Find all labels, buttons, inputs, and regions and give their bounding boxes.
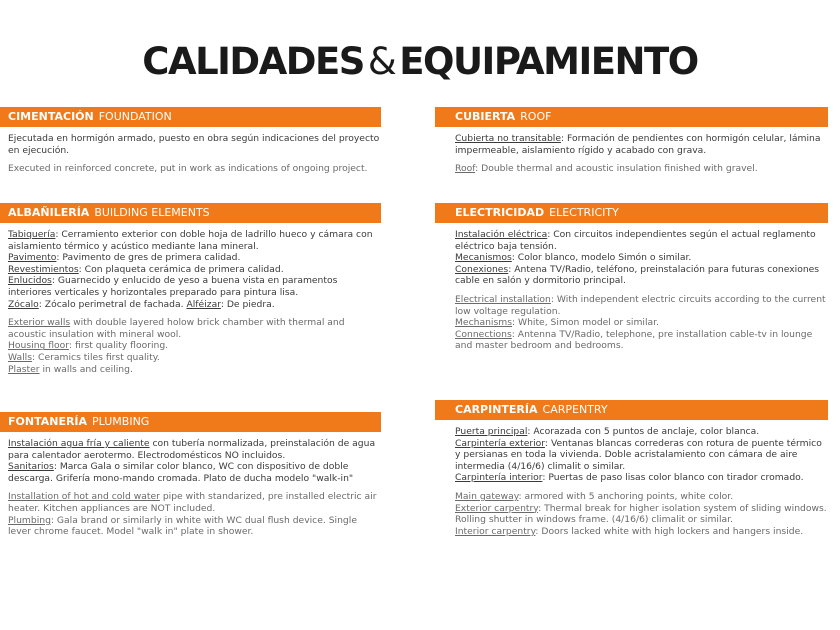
spec-term: Instalación agua fría y caliente — [8, 438, 150, 449]
spec-text: : Guarnecido y enlucido de yeso a buena vista en paramentos interiores verticales y horizontales preparado para pintura lisa. — [8, 275, 338, 298]
section-title-en: ROOF — [520, 110, 552, 123]
spec-text: : Pavimento de gres de primera calidad. — [56, 252, 241, 264]
spec-text: : Ceramics tiles first quality. — [32, 351, 160, 363]
spec-text: : Ventanas blancas correderas con rotura de puente térmico y persianas en toda la vivienda. Doble acristalamiento con cámara de aire intermedia (4/16/6) climalit o similar. — [455, 437, 822, 472]
spec-line — [8, 491, 381, 514]
spec-text: : Con plaqueta cerámica de primera calidad. — [78, 263, 284, 275]
spec-line — [455, 491, 828, 503]
section-title-es: ELECTRICIDAD — [455, 206, 545, 219]
spec-text: : Doors lacked white with high lockers and hangers inside. — [535, 525, 804, 537]
spec-line — [455, 472, 828, 484]
spanish-paragraph — [8, 133, 381, 156]
spec-text: with double layered holow brick chamber with thermal and acoustic insulation with mineral wool. — [8, 317, 345, 340]
section-carpentry — [435, 400, 828, 544]
section-body — [435, 223, 828, 352]
spec-text: : Zócalo perimetral de fachada. — [38, 298, 187, 310]
section-header — [435, 107, 828, 127]
spec-line — [455, 133, 828, 156]
spec-term: Mecanismos — [455, 252, 512, 264]
spec-text: : armored with 5 anchoring points, white color. — [518, 490, 734, 502]
section-header — [0, 203, 381, 223]
section-body — [435, 420, 828, 537]
spec-text: : Gala brand or similarly in white with WC dual flush device. Single lever chrome faucet. Model "walk in" plate in shower. — [8, 514, 357, 538]
spec-line — [8, 299, 381, 311]
spanish-paragraph — [455, 133, 828, 156]
spec-text: : first quality flooring. — [68, 340, 169, 352]
section-foundation — [0, 107, 381, 182]
spec-line — [8, 438, 381, 461]
spec-text: : Antena TV/Radio, teléfono, preinstalación para futuras conexiones cable en salón y dormitorio principal. — [455, 263, 820, 287]
section-title-en: PLUMBING — [92, 415, 150, 428]
spec-term: Installation of hot and cold water — [8, 491, 160, 503]
spec-line — [455, 526, 828, 538]
spanish-paragraph — [455, 426, 828, 484]
spec-term: Plaster — [8, 363, 40, 375]
spec-term: Revestimientos — [8, 263, 79, 275]
spec-line — [8, 364, 381, 376]
spec-line — [8, 515, 381, 538]
spec-term: Walls — [8, 351, 33, 363]
spec-line — [455, 163, 828, 175]
section-title-es: CIMENTACIÓN — [8, 110, 94, 123]
spec-term: Plumbing — [8, 514, 51, 526]
spec-text: : Thermal break for higher isolation system of sliding windows. Rolling shutter in windows frame. (4/16/6) climalit or similar. — [455, 502, 827, 526]
spec-term: Housing floor — [8, 340, 69, 352]
spec-term: Enlucidos — [8, 275, 52, 287]
english-paragraph — [455, 294, 828, 352]
section-title-en: BUILDING ELEMENTS — [94, 206, 210, 219]
spec-line — [8, 264, 381, 276]
spec-line — [8, 275, 381, 298]
section-title-en: CARPENTRY — [542, 403, 608, 416]
spec-line — [8, 317, 381, 340]
spec-line — [455, 229, 828, 252]
spec-line — [455, 264, 828, 287]
title-right: EQUIPAMIENTO — [399, 40, 698, 83]
spec-term: Carpintería interior — [455, 472, 543, 484]
spec-term: Roof — [455, 163, 476, 175]
spec-text: : Cerramiento exterior con doble hoja de ladrillo hueco y cámara con aislamiento térmico y acústico mediante lana mineral. — [8, 229, 373, 252]
section-electricity — [435, 203, 828, 359]
english-paragraph — [455, 163, 828, 175]
spec-line — [455, 503, 828, 526]
spec-line — [8, 352, 381, 364]
spec-term: Alféizar — [186, 298, 221, 310]
spec-line — [8, 340, 381, 352]
spanish-paragraph — [8, 229, 381, 310]
spec-term: Conexiones — [455, 263, 509, 275]
spec-text: con tubería normalizada, preinstalación de agua para calentador aerotermo. Electrodomésticos NO incluidos. — [8, 438, 376, 461]
section-plumbing — [0, 412, 381, 545]
spec-text: : De piedra. — [220, 298, 275, 310]
section-body — [0, 432, 381, 538]
spec-text: : White, Simon model or similar. — [511, 317, 659, 329]
section-roof — [435, 107, 828, 182]
spec-text: Ejecutada en hormigón armado, puesto en obra según indicaciones del proyecto en ejecución. — [8, 133, 380, 156]
spec-line — [455, 252, 828, 264]
spec-term: Main gateway — [455, 490, 519, 502]
spec-term: Connections — [455, 328, 512, 340]
spec-text: : Antenna TV/Radio, telephone, pre installation cable-tv in lounge and master bedroom and bedrooms. — [455, 328, 813, 352]
section-body — [0, 223, 381, 375]
section-building-elements — [0, 203, 381, 382]
spec-text: in walls and ceiling. — [39, 363, 133, 375]
section-body — [435, 127, 828, 175]
spec-term: Tabiquería — [8, 229, 56, 240]
spec-line — [455, 438, 828, 473]
spec-text: : With independent electric circuits according to the current low voltage regulation. — [455, 293, 826, 317]
section-body — [0, 127, 381, 175]
spec-term: Carpintería exterior — [455, 437, 545, 449]
section-header — [435, 203, 828, 223]
spec-text: : Puertas de paso lisas color blanco con tirador cromado. — [542, 472, 804, 484]
spec-term: Interior carpentry — [455, 525, 536, 537]
english-paragraph — [455, 491, 828, 537]
spec-term: Electrical installation — [455, 293, 551, 305]
section-header — [0, 412, 381, 432]
spec-text: : Acorazada con 5 puntos de anclaje, color blanca. — [527, 426, 760, 437]
spec-text: : Con circuitos independientes según el actual reglamento eléctrico baja tensión. — [455, 229, 816, 252]
section-header — [435, 400, 828, 420]
spec-line — [455, 329, 828, 352]
spec-term: Exterior carpentry — [455, 502, 539, 514]
spec-line — [8, 252, 381, 264]
section-header — [0, 107, 381, 127]
spanish-paragraph — [455, 229, 828, 287]
title-ampersand: & — [367, 40, 396, 83]
spec-line — [455, 426, 828, 438]
spec-term: Pavimento — [8, 252, 57, 264]
section-title-es: CARPINTERÍA — [455, 403, 538, 416]
spec-term: Mechanisms — [455, 317, 512, 329]
spec-line — [8, 133, 381, 156]
spec-line — [8, 461, 381, 484]
spec-line — [455, 294, 828, 317]
section-title-en: FOUNDATION — [98, 110, 172, 123]
spec-term: Zócalo — [8, 298, 39, 310]
spec-term: Cubierta no transitable — [455, 133, 562, 144]
page-title — [0, 40, 840, 83]
section-title-es: ALBAÑILERÍA — [8, 206, 90, 219]
spec-term: Sanitarios — [8, 461, 54, 473]
spec-text: : Formación de pendientes con hormigón celular, lámina impermeable, aislamiento rígido y acabado con grava. — [455, 133, 821, 156]
spec-text: pipe with standarized, pre installed electric air heater. Kitchen appliances are NOT included. — [8, 491, 377, 514]
spanish-paragraph — [8, 438, 381, 484]
spec-text: Executed in reinforced concrete, put in work as indications of ongoing project. — [8, 163, 368, 175]
spec-line — [8, 229, 381, 252]
section-title-en: ELECTRICITY — [549, 206, 619, 219]
section-title-es: FONTANERÍA — [8, 415, 88, 428]
spec-term: Puerta principal — [455, 426, 528, 437]
spec-term: Instalación eléctrica — [455, 229, 548, 240]
english-paragraph — [8, 491, 381, 537]
section-title-es: CUBIERTA — [455, 110, 516, 123]
spec-text: : Color blanco, modelo Simón o similar. — [511, 252, 692, 264]
english-paragraph — [8, 317, 381, 375]
spec-text: : Double thermal and acoustic insulation finished with gravel. — [475, 163, 758, 175]
spec-term: Exterior walls — [8, 317, 71, 329]
english-paragraph — [8, 163, 381, 175]
spec-text: : Marca Gala o similar color blanco, WC con dispositivo de doble descarga. Grifería mono-mando cromada. Plato de ducha modelo "walk-in" — [8, 461, 354, 484]
title-left: CALIDADES — [142, 40, 364, 83]
spec-line — [455, 317, 828, 329]
spec-line — [8, 163, 381, 175]
